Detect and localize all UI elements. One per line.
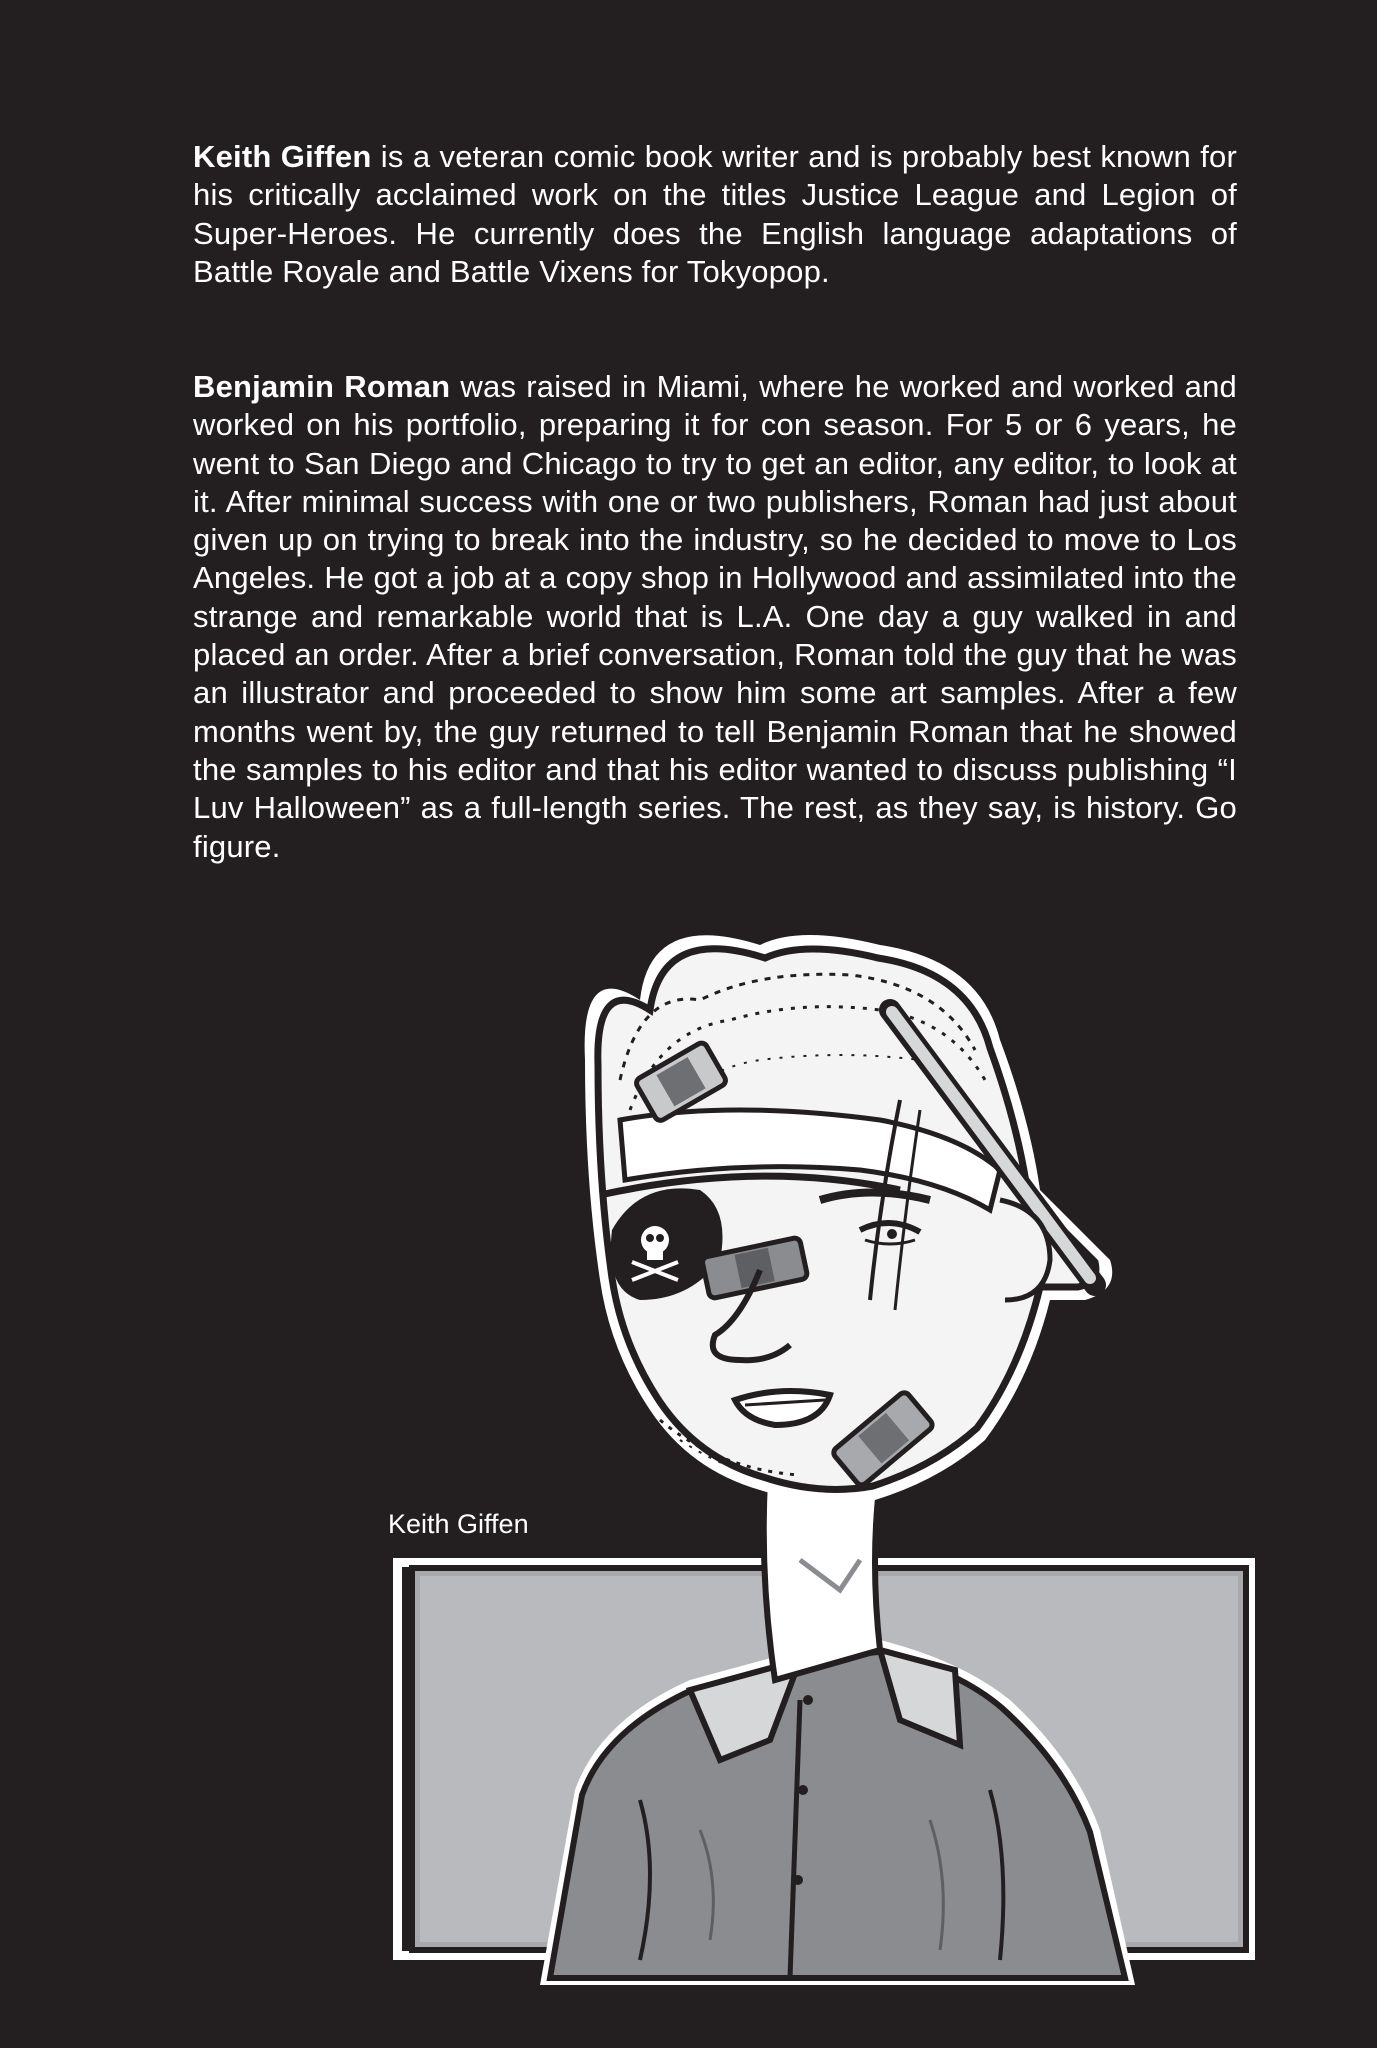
portrait-head <box>585 935 1113 1503</box>
bio-name: Benjamin Roman <box>193 369 451 404</box>
bio-text: is a veteran comic book writer and is probably best known for his critically acclaimed work on the titles Justice League and Legion of Super-Heroes. He currently does the English language adaptations of Battle Royale and Battle Vixens for Tokyopop. <box>193 139 1237 289</box>
bio-text: was raised in Miami, where he worked and worked and worked on his portfolio, preparing it for con season. For 5 or 6 years, he went to San Diego and Chicago to try to get an editor, any editor, to look at it. After minimal success with one or two publishers, Roman had just about given up on trying to break into the industry, so he decided to move to Los Angeles. He got a job at a copy shop in Hollywood and assimilated into the strange and remarkable world that is L.A. One day a guy walked in and placed an order. After a brief conversation, Roman told the guy that he was an illustrator and proceeded to show him some art samples. After a few months went by, the guy returned to tell Benjamin Roman that he showed the samples to his editor and that his editor wanted to discuss publishing “I Luv Halloween” as a full-length series. The rest, as they say, is history. Go figure. <box>193 369 1237 864</box>
portrait-caption: Keith Giffen <box>388 1509 529 1539</box>
bio-name: Keith Giffen <box>193 139 372 174</box>
portrait-neck <box>764 1480 880 1680</box>
